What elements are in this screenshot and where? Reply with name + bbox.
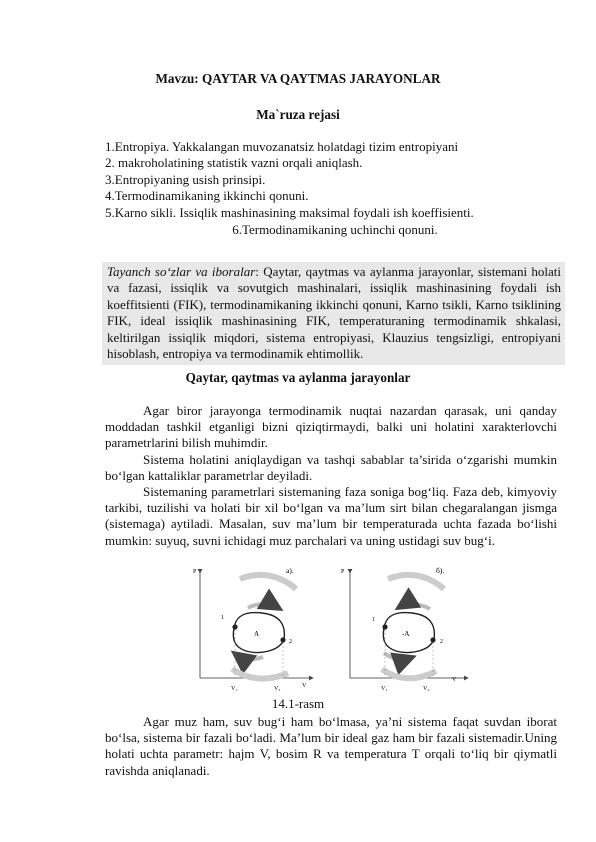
panel-b [341,566,468,692]
cycle-arrow [234,653,263,659]
state-point-2 [280,637,285,642]
point-1-label: 1 [372,617,375,623]
plan-item: 1.Entropiya. Yakkalangan muvozanatsiz holatdagi tizim entropiyani [105,139,459,154]
plan-heading: Ma`ruza rejasi [256,107,340,122]
p-axis-label: P [341,569,345,575]
v2-label: V₂ [274,686,281,692]
panel-a-tag: a). [286,566,294,575]
body-section-1 [105,403,557,549]
plan-list [105,139,565,238]
panel-a [193,566,313,692]
work-area-label: A [254,630,260,638]
cycle-arrow [388,575,444,589]
paragraph: Agar biror jarayonga termodinamik nuqtai nazardan qarasak, uni qanday moddadan tashkil etganligi bizni qiziqtirmaydi, balki uni holatini xarakterlovchi parametrlarini bilish muhimdir. [105,403,557,451]
v1-label: V₁ [231,686,238,692]
cycle-arrow [384,653,413,659]
section-heading: Qaytar, qaytmas va aylanma jarayonlar [185,370,411,385]
panel-b-tag: б). [436,566,445,575]
plan-item: 3.Entropiyaning usish prinsipi. [105,171,266,187]
cycle-arrow [382,669,436,678]
paragraph: Sistemaning parametrlari sistemaning faza soniga bog‘liq. Faza deb, kimyoviy tarkibi, tuzilishi va holati bir xil bo‘lgan va ma’lum sirt bilan chegaralangan jismga (sistemaga) aytiladi. Masalan, suv ma’lum bir temperaturada uchta fazada bo‘lishi mumkin: suyuq, suvni ichidagi muz parchalari va uning ustidagi suv bug‘i. [105,484,557,548]
plan-item: 5.Karno sikli. Issiqlik mashinasining maksimal foydali ish koeffisienti. [105,204,474,220]
keywords-label: Tayanch so‘zlar va iboralar [107,264,256,279]
point-2-label: 2 [289,639,292,645]
figure-caption: 14.1-rasm [271,696,325,711]
cycle-arrow [240,575,296,589]
v2-label: V₂ [423,686,430,692]
plan-item: 6.Termodinamikaning uchinchi qonuni. [232,222,438,238]
keywords-text: : Qaytar, qaytmas va aylanma jarayonlar, sistemani holati va fazasi, issiqlik va sovutgich mashinalari, issiqlik mashinasining foydali ish koeffitsienti (FIK), termodinamikaning ikkinchi qonuni, Karno tsikli, Karno tsiklining FIK, ideal issiqlik mashinasining FIK, temperaturaning termodinamik shkalasi, keltirilgan issiqlik miqdori, sistema entropiyasi, Klauzius tengsizligi, entropiyani hisoblash, entropiya va termodinamik ehtimollik. [107,264,561,362]
state-point-2 [430,637,435,642]
cycle-arrow [398,604,430,609]
paragraph: Agar muz ham, suv bug‘i ham bo‘lmasa, ya’ni sistema faqat suvdan iborat bo‘lsa, sistema bir fazali bo‘ladi. Ma’lum bir ideal gaz ham bir fazali sistemadir.Uning holati uchta parametr: hajm V, bosim R va temperatura T orqali to‘liq bir qiymatli ravishda aniqlanadi. [105,714,557,778]
p-axis-label: P [193,569,197,575]
point-1-label: 1 [221,615,224,621]
point-2-label: 2 [440,639,443,645]
pv-diagram-figure [188,563,478,697]
v-axis-label: V [452,677,457,683]
keywords-box [102,262,565,365]
plan-item: 4.Termodinamikaning ikkinchi qonuni. [105,188,309,204]
v1-label: V₁ [381,686,388,692]
page-title: Mavzu: QAYTAR VA QAYTMAS JARAYONLAR [155,71,441,86]
state-point-1 [232,624,237,629]
cycle-arrow [248,604,280,609]
state-point-1 [382,624,387,629]
plan-item: 2. makroholatining statistik vazni orqali aniqlash. [105,155,363,171]
paragraph: Sistema holatini aniqlaydigan va tashqi sabablar ta’sirida o‘zgarishi mumkin bo‘lgan kattaliklar parametrlar deyiladi. [105,451,557,483]
body-section-2 [105,714,557,779]
work-area-label: -A [402,630,410,638]
cycle-arrow [232,669,288,679]
v-axis-label: V [302,683,307,689]
